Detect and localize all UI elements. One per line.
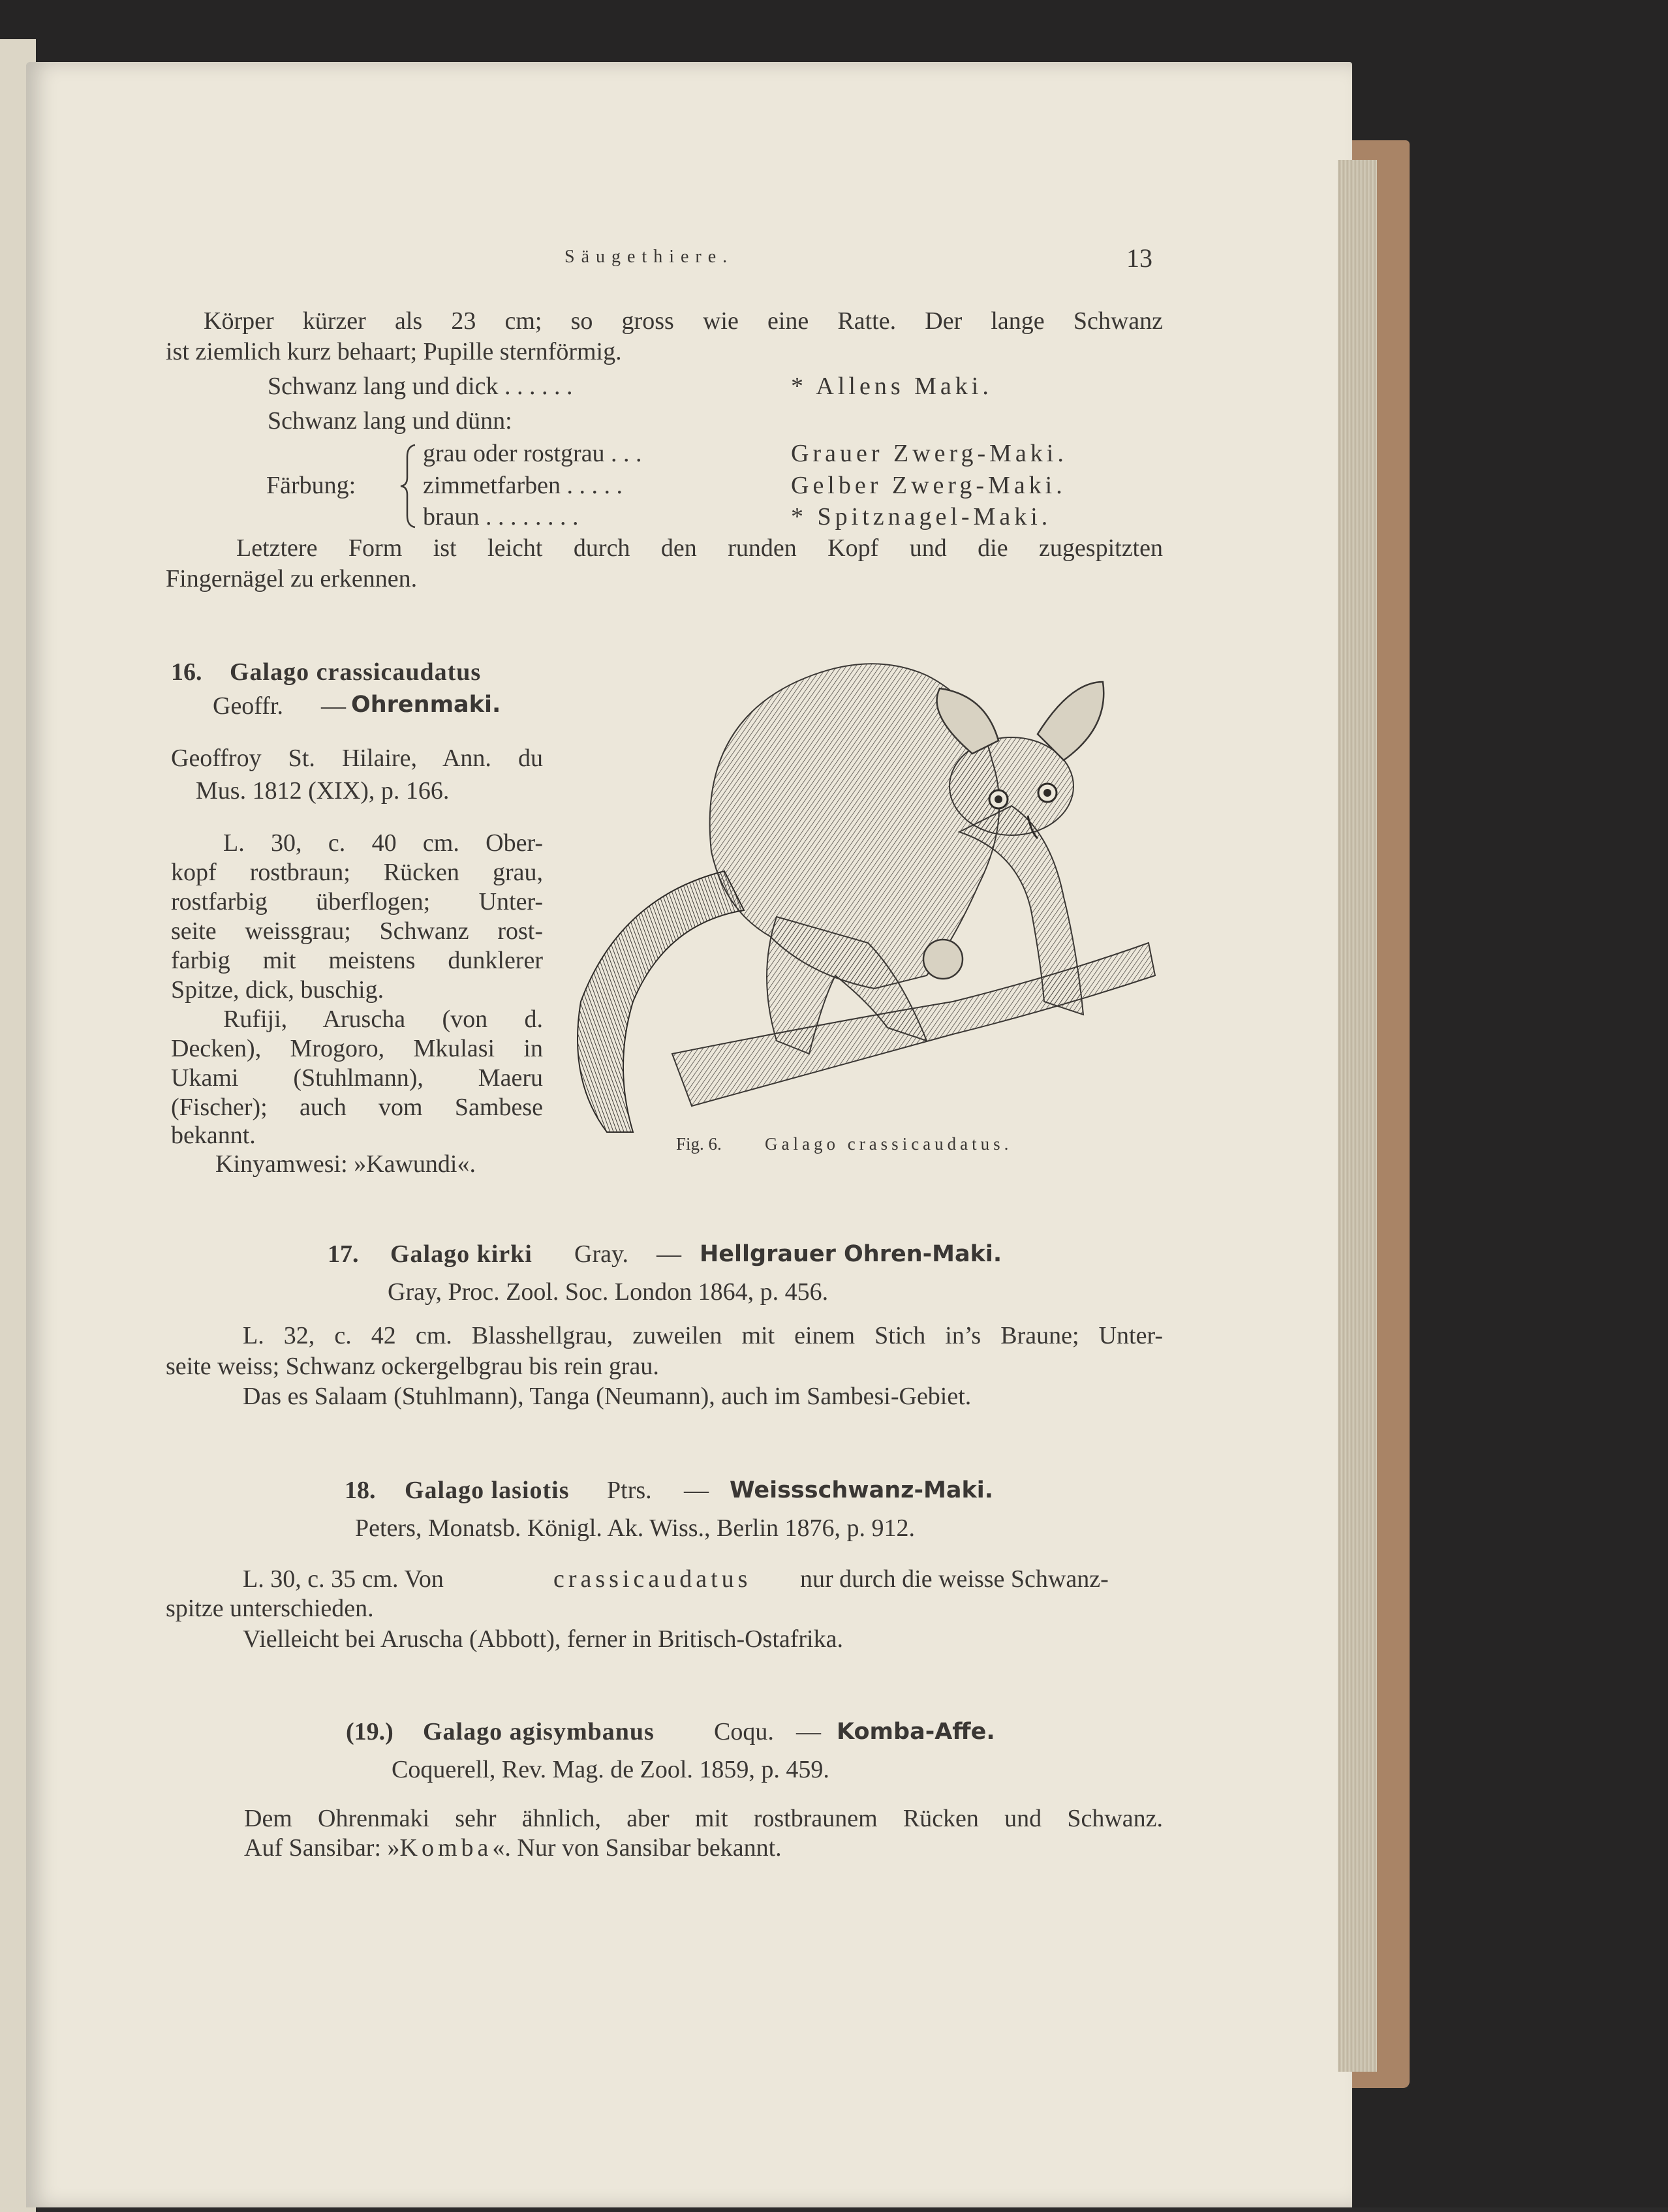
option-3-right: * Spitznagel-Maki.: [791, 503, 1052, 530]
sp18-dash: —: [684, 1477, 709, 1504]
sp16-desc-12: Kinyamwesi: »Kawundi«.: [215, 1150, 476, 1178]
key-row-allens-left: Schwanz lang und dick . . . . . .: [268, 373, 573, 400]
intro-line-1: Körper kürzer als 23 cm; so gross wie eine Ratte. Der lange Schwanz: [204, 307, 1163, 335]
sp16-desc-3: rostfarbig überflogen; Unter-: [171, 888, 543, 915]
option-1-left: grau oder rostgrau . . .: [423, 440, 642, 467]
sp16-author: Geoffr.: [213, 692, 283, 720]
page-stack-edge: [1338, 160, 1377, 2072]
sp19-common-name: Komba-Affe.: [837, 1719, 995, 1745]
sp16-desc-8: Decken), Mrogoro, Mkulasi in: [171, 1035, 543, 1062]
sp19-line-2: [244, 1834, 782, 1862]
sp19-name: Galago agisymbanus: [423, 1718, 655, 1745]
sp19-number: (19.): [346, 1718, 394, 1745]
sp18-number: 18.: [345, 1477, 376, 1504]
sp17-ref: Gray, Proc. Zool. Soc. London 1864, p. 456.: [388, 1278, 829, 1306]
sp17-line-1: L. 32, c. 42 cm. Blasshellgrau, zuweilen mit einem Stich in’s Braune; Unter-: [243, 1322, 1163, 1349]
option-2-right: Gelber Zwerg-Maki.: [791, 472, 1066, 499]
sp16-dash: —: [321, 692, 346, 720]
sp16-number: 16.: [171, 658, 202, 686]
sp18-line-3: Vielleicht bei Aruscha (Abbott), ferner in Britisch-Ostafrika.: [243, 1625, 843, 1653]
sp17-line-3: Das es Salaam (Stuhlmann), Tanga (Neumann), auch im Sambesi-Gebiet.: [243, 1383, 972, 1410]
key-row-allens-right: * Allens Maki.: [791, 373, 993, 400]
sp19-line-2b: Komba: [399, 1834, 493, 1862]
sp17-line-2: seite weiss; Schwanz ockergelbgrau bis rein grau.: [166, 1353, 659, 1380]
sp16-desc-6: Spitze, dick, buschig.: [171, 976, 384, 1004]
sp18-author: Ptrs.: [607, 1477, 652, 1504]
sp18-name: Galago lasiotis: [405, 1477, 570, 1504]
sp16-desc-5: farbig mit meistens dunklerer: [171, 947, 543, 974]
sp16-ref-2: Mus. 1812 (XIX), p. 166.: [196, 777, 450, 805]
sp16-desc-2: kopf rostbraun; Rücken grau,: [171, 859, 543, 886]
sp19-author: Coqu.: [714, 1718, 774, 1745]
sp16-desc-9: Ukami (Stuhlmann), Maeru: [171, 1064, 543, 1092]
sp18-line-1c: nur durch die weisse Schwanz-: [800, 1565, 1109, 1593]
sp19-line-2c: «. Nur von Sansibar bekannt.: [492, 1834, 782, 1862]
sp17-number: 17.: [328, 1240, 359, 1268]
sp19-ref: Coquerell, Rev. Mag. de Zool. 1859, p. 459.: [392, 1756, 829, 1783]
sp19-line-1: Dem Ohrenmaki sehr ähnlich, aber mit rostbraunem Rücken und Schwanz.: [244, 1805, 1163, 1832]
intro-line-2: ist ziemlich kurz behaart; Pupille sternförmig.: [166, 338, 622, 365]
figure-caption-name: Galago crassicaudatus.: [765, 1134, 1013, 1154]
sp17-name: Galago kirki: [390, 1240, 533, 1268]
sp17-common-name: Hellgrauer Ohren-Maki.: [700, 1241, 1002, 1267]
sp16-desc-7: Rufiji, Aruscha (von d.: [223, 1006, 543, 1033]
sp18-ref: Peters, Monatsb. Königl. Ak. Wiss., Berlin 1876, p. 912.: [355, 1514, 916, 1542]
key-row-duenn: Schwanz lang und dünn:: [268, 407, 512, 435]
sp16-common-name: Ohrenmaki.: [351, 692, 501, 718]
page-number: 13: [1126, 243, 1152, 273]
faerbung-label: Färbung:: [266, 472, 356, 499]
sp16-desc-10: (Fischer); auch vom Sambese: [171, 1094, 543, 1121]
sp16-name: Galago crassicaudatus: [230, 658, 482, 686]
sp19-line-2a: Auf Sansibar: »: [244, 1834, 400, 1862]
option-3-left: braun . . . . . . . .: [423, 503, 579, 530]
sp19-dash: —: [796, 1718, 821, 1745]
sp17-dash: —: [656, 1240, 681, 1268]
figure-caption-prefix: Fig. 6.: [676, 1134, 722, 1154]
sp18-common-name: Weissschwanz-Maki.: [730, 1477, 994, 1503]
sp18-line-1a: L. 30, c. 35 cm. Von: [243, 1565, 444, 1593]
option-1-right: Grauer Zwerg-Maki.: [791, 440, 1068, 467]
running-head: Säugethiere.: [564, 247, 734, 267]
galago-illustration: [561, 636, 1162, 1139]
sp16-ref-1: Geoffroy St. Hilaire, Ann. du: [171, 745, 543, 772]
note-line-1: Letztere Form ist leicht durch den runden Kopf und die zugespitzten: [236, 534, 1163, 562]
sp16-desc-11: bekannt.: [171, 1122, 256, 1149]
sp17-author: Gray.: [574, 1240, 628, 1268]
sp16-desc-4: seite weissgrau; Schwanz rost-: [171, 917, 543, 945]
option-2-left: zimmetfarben . . . . .: [423, 472, 623, 499]
note-line-2: Fingernägel zu erkennen.: [166, 565, 418, 592]
sp18-line-2: spitze unterschieden.: [166, 1595, 374, 1622]
sp18-line-1b: crassicaudatus: [553, 1565, 752, 1593]
brace-icon: [399, 444, 418, 529]
sp16-desc-1: L. 30, c. 40 cm. Ober-: [223, 829, 543, 857]
